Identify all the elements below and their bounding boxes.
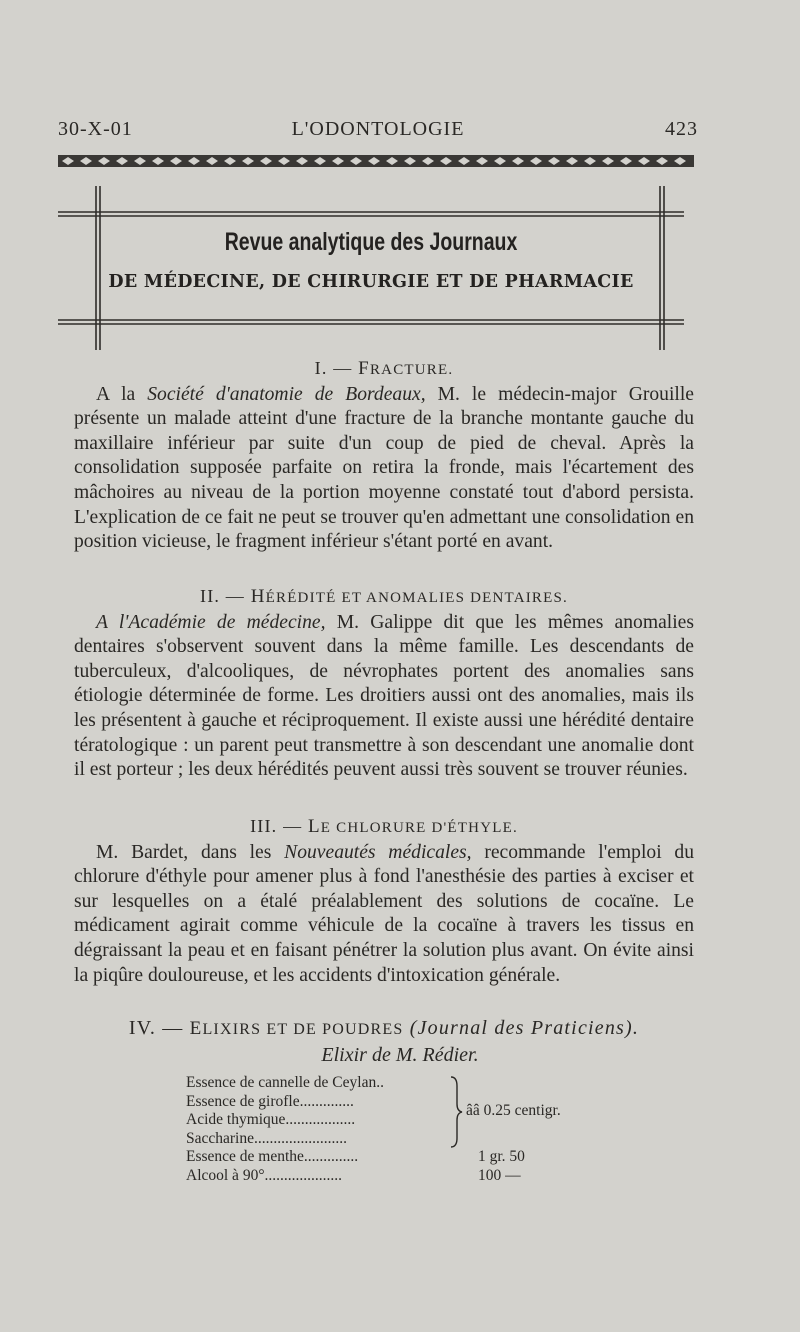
page-number: 423 [665,118,698,140]
paragraph-text: recommande l'emploi du chlorure d'éthyle pour amener plus à fond l'anesthésie des parties à exciser et sur lesquelles on a étalé préalablement des solutions de cocaïne. Le médicament agirait comme véhicule de la cocaïne à travers les tissus en dégraissant la peau et en faisant pénétrer la solution plus avant. On évite ainsi la piqûre douloureuse, et les accidents d'intoxication générale. [74,841,694,986]
section-1 [74,356,694,555]
recipe-item [186,1167,606,1186]
paragraph [74,611,694,783]
ingredient-name: Essence de girofle.............. [186,1092,354,1110]
brace-dose: ââ 0.25 centigr. [466,1102,561,1119]
section-number: IV. — [128,1017,184,1039]
paragraph-text: M. le médecin-major Grouille présente un malade atteint d'une fracture de la branche montante gauche du maxillaire inférieur par suite d'un coup de pied de cheval. Après la consolidation supposée parfaite on retira la fronde, mais l'écartement des mâchoires au niveau de la portion moyenne constaté tout d'abord persista. L'explication de ce fait ne peut se trouver qu'en admettant une consolidation en position vicieuse, le fragment inférieur s'étant porté en avant. [74,383,694,553]
section-4 [74,1016,694,1043]
section-3 [74,814,694,988]
paragraph-italic: A l'Académie de médecine, [96,611,326,633]
recipe-item [186,1148,606,1167]
banner-subtitle: DE MÉDECINE, DE CHIRURGIE ET DE PHARMACIE [108,272,634,292]
issue-date: 30-X-01 [58,118,133,140]
journal-title: L'ODONTOLOGIE [291,118,465,140]
paragraph-text: M. Bardet, dans les [96,841,285,863]
heading-source: (Journal des Praticiens). [409,1017,640,1039]
section-heading [74,356,694,383]
heading-initial: L [307,816,321,837]
ingredient-name: Saccharine........................ [186,1129,347,1147]
section-number: III. — [250,816,303,836]
brace-icon [448,1076,464,1148]
section-heading [74,814,694,841]
heading-initial: H [250,586,266,607]
section-number: II. — [200,586,245,606]
banner-frame [58,186,684,354]
recipe-item [186,1130,606,1149]
paragraph-text: A la [96,383,148,405]
heading-text: ÉRÉDITÉ ET ANOMALIES DENTAIRES. [265,590,568,606]
heading-initial: F [358,358,370,379]
paragraph [74,383,694,555]
running-head [58,118,698,148]
ingredient-name: Alcool à 90°.................... [186,1166,343,1184]
section-2 [74,584,694,783]
ingredient-name: Essence de menthe.............. [186,1148,359,1166]
paragraph-italic: Nouveautés médicales, [284,841,472,863]
paragraph-text: M. Galippe dit que les mêmes anomalies dentaires s'observent souvent dans la même famille. Les descendants de tuberculeux, d'alcooliques, de névrophates portent des anomalies sans étiologie déterminée de forme. Les droitiers aussi ont des anomalies, mais ils les présentent à gauche et réciproquement. Il existe aussi une hérédité dentaire tératologique : un parent peut transmettre à son descendant une anomalie dont il est porteur ; les deux hérédités peuvent aussi très souvent se trouver réunies. [74,611,694,781]
recipe-title: Elixir de M. Rédier. [321,1044,479,1066]
ingredient-name: Essence de cannelle de Ceylan.. [186,1074,384,1091]
heading-text: E CHLORURE D'ÉTHYLE. [320,820,518,836]
paragraph-italic: Société d'anatomie de Bordeaux, [147,383,426,405]
banner-title: Revue analytique des Journaux [224,228,518,256]
heading-text: LIXIRS ET DE POUDRES [202,1021,404,1038]
ingredient-qty: 100 — [478,1166,521,1184]
ingredient-name: Acide thymique.................. [186,1111,356,1129]
section-heading [74,584,694,611]
paragraph [74,841,694,989]
heading-text: RACTURE. [369,362,454,378]
ingredient-qty: 1 gr. 50 [478,1148,525,1166]
section-number: I. — [314,358,353,378]
section-heading [74,1016,694,1043]
recipe-item [186,1074,606,1093]
recipe-list [186,1074,606,1186]
heading-initial: E [189,1018,203,1039]
section-banner [58,186,684,354]
decorative-ornament-band [58,152,694,170]
